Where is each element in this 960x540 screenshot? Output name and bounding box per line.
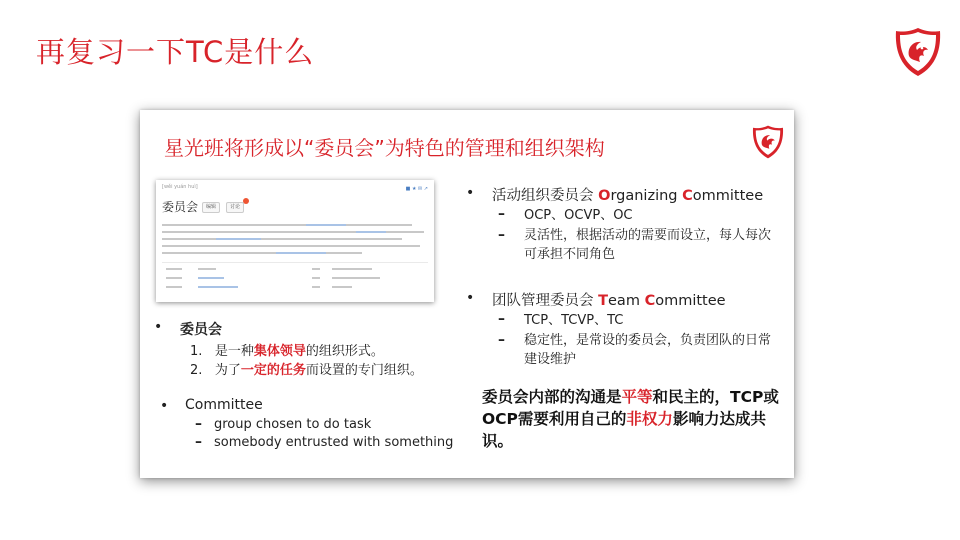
- dictionary-word: 委员会: [162, 200, 199, 214]
- bullet-dot: •: [466, 185, 475, 201]
- dash-marker: –: [498, 311, 505, 327]
- team-roles: TCP、TCVP、TC: [524, 313, 624, 328]
- dash-marker: –: [498, 332, 505, 348]
- committee-cn-heading: 委员会: [180, 322, 222, 338]
- card-title: 星光班将形成以“委员会”为特色的管理和组织架构: [164, 136, 605, 160]
- dash-marker: –: [498, 206, 505, 222]
- edit-button[interactable]: 编辑: [202, 202, 220, 213]
- slide-title: 再复习一下TC是什么: [36, 35, 315, 69]
- notification-badge: [243, 198, 249, 204]
- msi-dragon-shield-icon: [893, 26, 943, 78]
- content-card: [140, 110, 794, 478]
- list-item: group chosen to do task: [214, 417, 372, 432]
- msi-dragon-shield-icon: [751, 124, 785, 160]
- team-committee-title: 团队管理委员会 Team Committee: [492, 293, 726, 309]
- dictionary-screenshot: [156, 180, 434, 302]
- bullet-dot: •: [160, 398, 169, 414]
- dash-marker: –: [498, 227, 505, 243]
- committee-en-heading: Committee: [185, 397, 263, 413]
- discuss-button[interactable]: 讨论: [226, 202, 244, 213]
- summary-text: 委员会内部的沟通是平等和民主的，TCP或OCP需要利用自己的非权力影响力达成共识。: [482, 388, 779, 450]
- organizing-committee-title: 活动组织委员会 Organizing Committee: [492, 188, 764, 204]
- team-desc: 稳定性，是常设的委员会，负责团队的日常建设维护: [524, 333, 772, 367]
- dash-marker: –: [195, 416, 202, 432]
- dash-marker: –: [195, 434, 202, 450]
- organizing-desc: 灵活性，根据活动的需要而设立，每人每次可承担不同角色: [524, 228, 772, 262]
- organizing-roles: OCP、OCVP、OC: [524, 208, 633, 223]
- bullet-dot: •: [154, 319, 163, 335]
- dictionary-toolbar-icons: ■ ★ ✉ ↗: [405, 186, 428, 192]
- dictionary-pinyin: [wěi yuán huì]: [162, 184, 198, 190]
- list-item: 1. 是一种集体领导的组织形式。: [190, 344, 384, 359]
- list-item: somebody entrusted with something: [214, 435, 454, 450]
- list-item: 2. 为了一定的任务而设置的专门组织。: [190, 363, 423, 378]
- bullet-dot: •: [466, 290, 475, 306]
